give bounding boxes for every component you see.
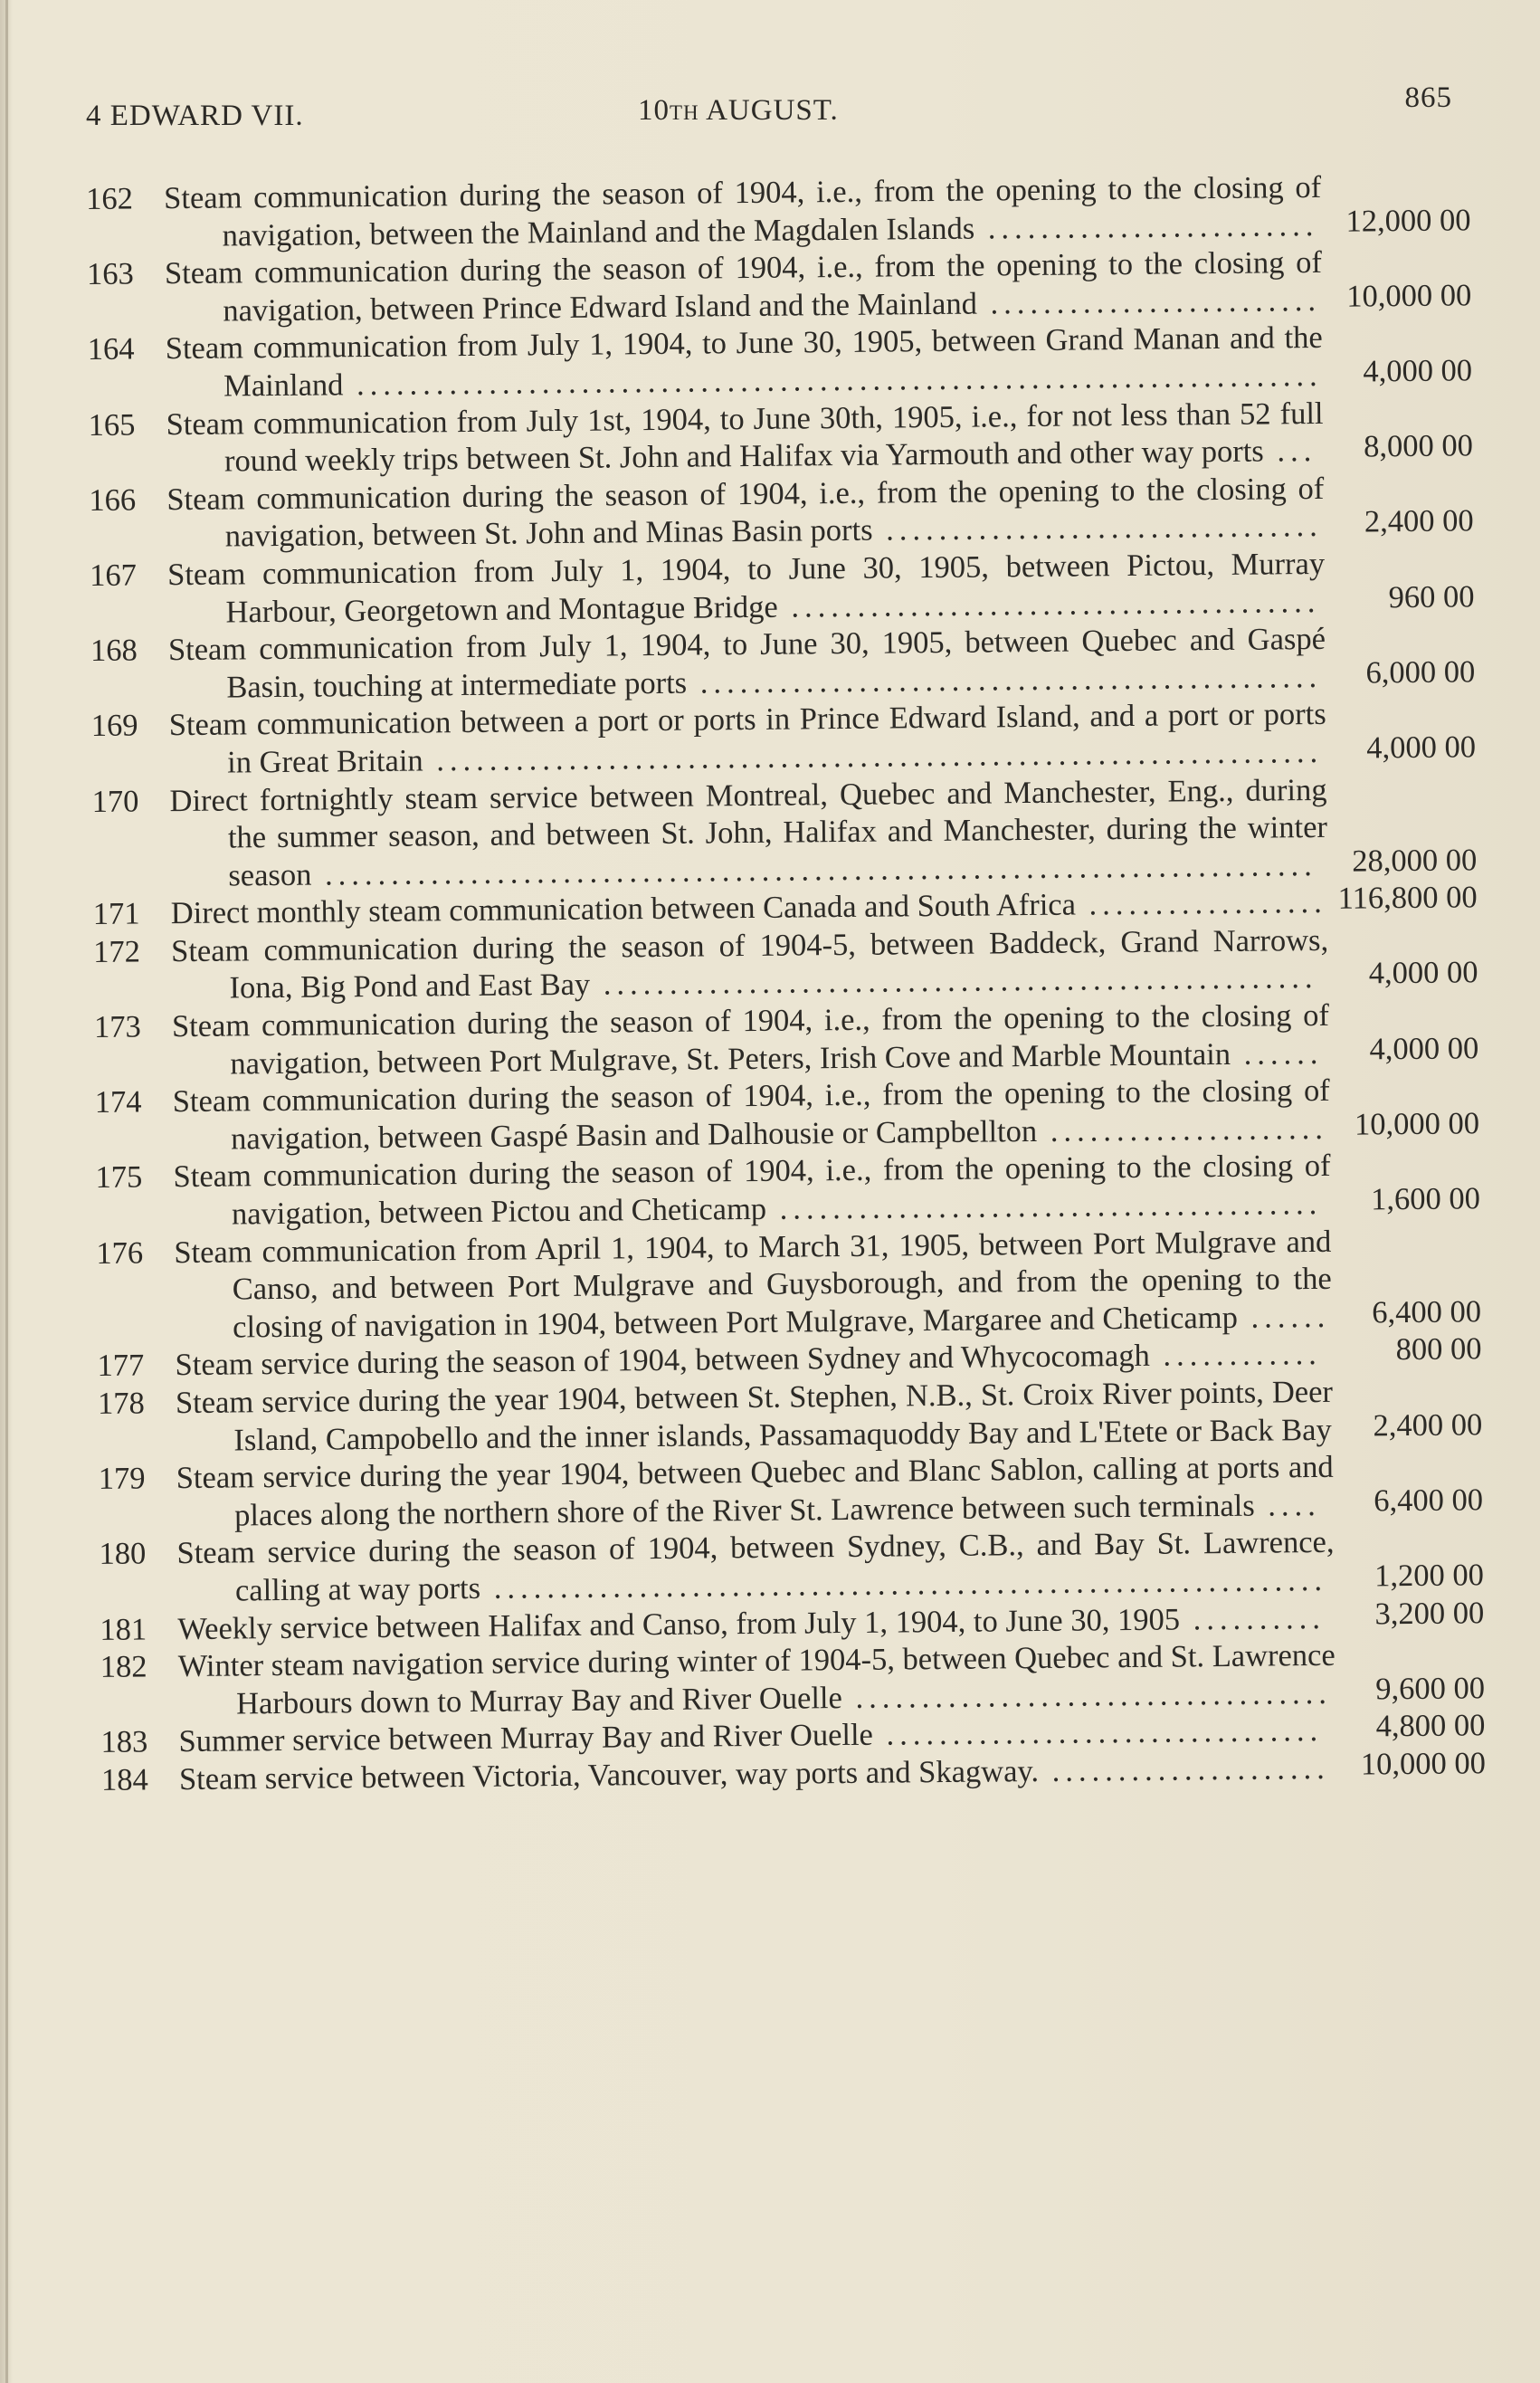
leader-dots: ........................................................................... (311, 847, 1317, 892)
leader-dots: .................................... (841, 1675, 1333, 1715)
item-description (166, 471, 1325, 557)
item-text: Steam service between Victoria, Vancouver, way ports and Skagway. (178, 1753, 1040, 1797)
item-text: Steam communication during the season of 1904, i.e., from the opening to the closing of navigation, between St. John and Minas Basin ports (166, 471, 1325, 554)
item-amount: 1,600 00 (1370, 1181, 1481, 1217)
item-description (164, 244, 1323, 330)
item-amount: 9,600 00 (1375, 1670, 1486, 1707)
item-description (176, 1449, 1335, 1535)
item-number: 167 (90, 558, 138, 593)
item-text: Summer service between Murray Bay and River Ouelle (178, 1718, 874, 1759)
page-header (86, 81, 1452, 136)
item-number: 164 (87, 331, 135, 367)
item-number: 178 (97, 1386, 145, 1421)
item-description (165, 319, 1324, 405)
appropriation-item (90, 619, 1476, 708)
leader-dots: .................. (1075, 885, 1327, 922)
item-number: 169 (90, 708, 138, 744)
item-text: Steam communication from July 1, 1904, to June 30, 1905, between Pictou, Murray Harbour, Georgetown and Montague Bridge (166, 546, 1326, 630)
appropriation-item (91, 695, 1477, 784)
item-description (172, 1072, 1331, 1158)
item-text: Weekly service between Halifax and Canso, from July 1, 1904, to June 30, 1905 (177, 1602, 1181, 1646)
item-description (174, 1223, 1332, 1346)
leader-dots: ......................... (974, 207, 1319, 246)
leader-dots: ............................................... (686, 659, 1323, 701)
leader-dots: .......... (1179, 1600, 1326, 1637)
item-amount: 1,200 00 (1374, 1558, 1485, 1594)
appropriation-list (86, 167, 1486, 1799)
item-amount: 4,000 00 (1366, 729, 1477, 766)
item-amount: 6,000 00 (1365, 654, 1476, 691)
appropriation-item (95, 1072, 1480, 1160)
item-number: 176 (96, 1235, 144, 1271)
appropriation-item (99, 1523, 1484, 1612)
item-description (166, 546, 1326, 632)
item-amount: 800 00 (1395, 1331, 1482, 1368)
item-amount: 2,400 00 (1364, 503, 1474, 539)
page-number: 865 (1404, 81, 1452, 114)
item-text: Steam communication from July 1st, 1904, to June 30th, 1905, i.e., for not less than 52 full round weekly trips between St. John and Halifax via Yarmouth and other way ports (166, 396, 1324, 479)
item-number: 171 (92, 896, 140, 932)
item-amount: 6,400 00 (1372, 1294, 1482, 1330)
leader-dots: ..................... (1036, 1110, 1329, 1149)
appropriation-item (88, 394, 1473, 482)
item-amount: 10,000 00 (1346, 278, 1472, 314)
item-text: Steam communication between a port or ports in Prince Edward Island, and a port or ports in Great Britain (168, 697, 1326, 780)
leader-dots: ...................................................... (589, 960, 1318, 1003)
item-description (164, 169, 1322, 255)
leader-dots: ................................. (872, 509, 1323, 548)
appropriation-item (89, 469, 1474, 558)
item-amount: 10,000 00 (1354, 1106, 1480, 1142)
item-description (170, 922, 1329, 1008)
item-amount: 8,000 00 (1363, 428, 1474, 464)
appropriation-item (91, 770, 1477, 896)
leader-dots: ............................................................... (480, 1562, 1328, 1606)
leader-dots: ................................................................... (423, 734, 1324, 778)
appropriation-item (93, 920, 1478, 1009)
item-number: 163 (86, 256, 134, 292)
item-number: 175 (95, 1159, 143, 1196)
appropriation-item (95, 1147, 1480, 1235)
item-description (175, 1374, 1334, 1460)
leader-dots: ......................... (976, 282, 1322, 321)
item-amount: 2,400 00 (1373, 1406, 1483, 1444)
item-text: Steam communication during the season of 1904, i.e., from the opening to the closing of navigation, between Port Mulgrave, St. Peters, Irish Cove and Marble Mountain (171, 997, 1330, 1082)
item-description (167, 621, 1326, 707)
item-number: 180 (99, 1536, 147, 1572)
item-description (177, 1637, 1336, 1723)
appropriation-item (94, 996, 1479, 1084)
item-text: Steam service during the year 1904, between St. Stephen, N.B., St. Croix River points, Deer Island, Campobello and the inner islands, Passamaquoddy Bay and L'Etete or Back Bay (175, 1374, 1334, 1458)
item-text: Steam service during the season of 1904, between Sydney, C.B., and Bay St. Lawrence, calling at way ports (176, 1525, 1335, 1608)
item-number: 170 (91, 783, 139, 819)
item-amount: 4,000 00 (1369, 1030, 1479, 1067)
appropriation-item (90, 544, 1475, 633)
item-description (171, 997, 1330, 1083)
item-number: 184 (100, 1762, 148, 1797)
appropriation-item (100, 1635, 1486, 1724)
item-description (168, 696, 1327, 782)
item-amount: 4,000 00 (1368, 955, 1478, 991)
item-text: Steam communication during the season of 1904, i.e., from the opening to the closing of navigation, between Prince Edward Island and the Mainland (164, 245, 1323, 329)
item-text: Steam communication from July 1, 1904, to June 30, 1905, between Quebec and Gaspé Basin, touching at intermediate ports (167, 621, 1326, 705)
leader-dots: ...... (1237, 1299, 1331, 1335)
item-description (166, 395, 1324, 481)
item-description (173, 1148, 1331, 1234)
item-text: Steam communication during the season of 1904, i.e., from the opening to the closing of navigation, between Gaspé Basin and Dalhousie or Campbellton (172, 1073, 1330, 1157)
item-number: 168 (90, 633, 138, 669)
appropriation-item (99, 1447, 1484, 1536)
item-amount: 12,000 00 (1345, 202, 1471, 239)
item-text: Steam communication during the season of 1904, i.e., from the opening to the closing of navigation, between the Mainland and the Magdalen Islands (164, 169, 1322, 253)
leader-dots: ......................................... (765, 1186, 1323, 1226)
item-amount: 4,800 00 (1375, 1708, 1486, 1744)
item-number: 177 (97, 1348, 145, 1384)
leader-dots: ................................. (872, 1713, 1324, 1753)
item-number: 172 (92, 934, 141, 969)
item-number: 162 (86, 181, 134, 216)
item-text: Steam service during the year 1904, between Quebec and Blanc Sablon, calling at ports and places along the northern shore of the River St. Lawrence between such terminals (176, 1450, 1334, 1533)
item-text: Steam communication during the season of 1904-5, between Baddeck, Grand Narrows, Iona, Big Pond and East Bay (170, 922, 1329, 1006)
header-regnal-year: 4 EDWARD VII. (86, 100, 304, 132)
item-number: 165 (88, 407, 136, 443)
item-amount: 6,400 00 (1374, 1482, 1484, 1519)
item-amount: 116,800 00 (1337, 880, 1478, 917)
item-amount: 960 00 (1388, 578, 1475, 615)
item-number: 179 (98, 1461, 146, 1497)
item-text: Steam communication during the season of 1904, i.e., from the opening to the closing of navigation, between Pictou and Cheticamp (173, 1149, 1331, 1232)
page-spine-edge (5, 0, 8, 2383)
leader-dots: ..................... (1038, 1750, 1330, 1788)
item-number: 181 (100, 1611, 147, 1647)
leader-dots: ...... (1230, 1035, 1324, 1072)
appropriation-item (87, 243, 1472, 331)
item-amount: 3,200 00 (1374, 1595, 1485, 1631)
item-text: Steam service during the season of 1904, between Sydney and Whycocomagh (175, 1339, 1150, 1383)
item-number: 183 (100, 1724, 148, 1760)
appropriation-item (88, 319, 1473, 407)
header-date: 10th AUGUST. (638, 94, 839, 127)
appropriation-item (96, 1222, 1481, 1348)
leader-dots: .... (1254, 1487, 1321, 1523)
item-number: 173 (93, 1009, 141, 1045)
item-text: Steam communication from July 1, 1904, to June 30, 1905, between Grand Manan and the Mainland (165, 320, 1323, 404)
item-description (169, 771, 1328, 894)
appropriation-item (98, 1372, 1483, 1461)
item-number: 174 (94, 1084, 142, 1120)
leader-dots: ... (1263, 434, 1317, 469)
leader-dots: ............ (1149, 1337, 1323, 1374)
item-text: Direct fortnightly steam service between Montreal, Quebec and Manchester, Eng., during the summer season, and between St. John, Halifax and Manchester, during the winter season (169, 772, 1328, 893)
item-text: Direct monthly steam communication between Canada and South Africa (170, 887, 1077, 931)
item-text: Steam communication from April 1, 1904, to March 31, 1905, between Port Mulgrave and Canso, and between Port Mulgrave and Guysborough, and from the opening to the closing of navigation in 1904, between Port Mulgrave, Margaree and Cheticamp (174, 1224, 1332, 1345)
item-number: 182 (100, 1649, 147, 1685)
item-amount: 4,000 00 (1363, 353, 1473, 389)
leader-dots: ......................................................................... (343, 357, 1323, 403)
item-amount: 28,000 00 (1352, 842, 1478, 879)
appropriation-item (86, 167, 1471, 256)
item-amount: 10,000 00 (1360, 1746, 1487, 1782)
leader-dots: ........................................ (777, 584, 1321, 624)
item-text: Winter steam navigation service during winter of 1904-5, between Quebec and St. Lawrence Harbours down to Murray Bay and River Ouelle (177, 1637, 1336, 1721)
item-number: 166 (89, 482, 137, 518)
item-description (176, 1524, 1335, 1610)
